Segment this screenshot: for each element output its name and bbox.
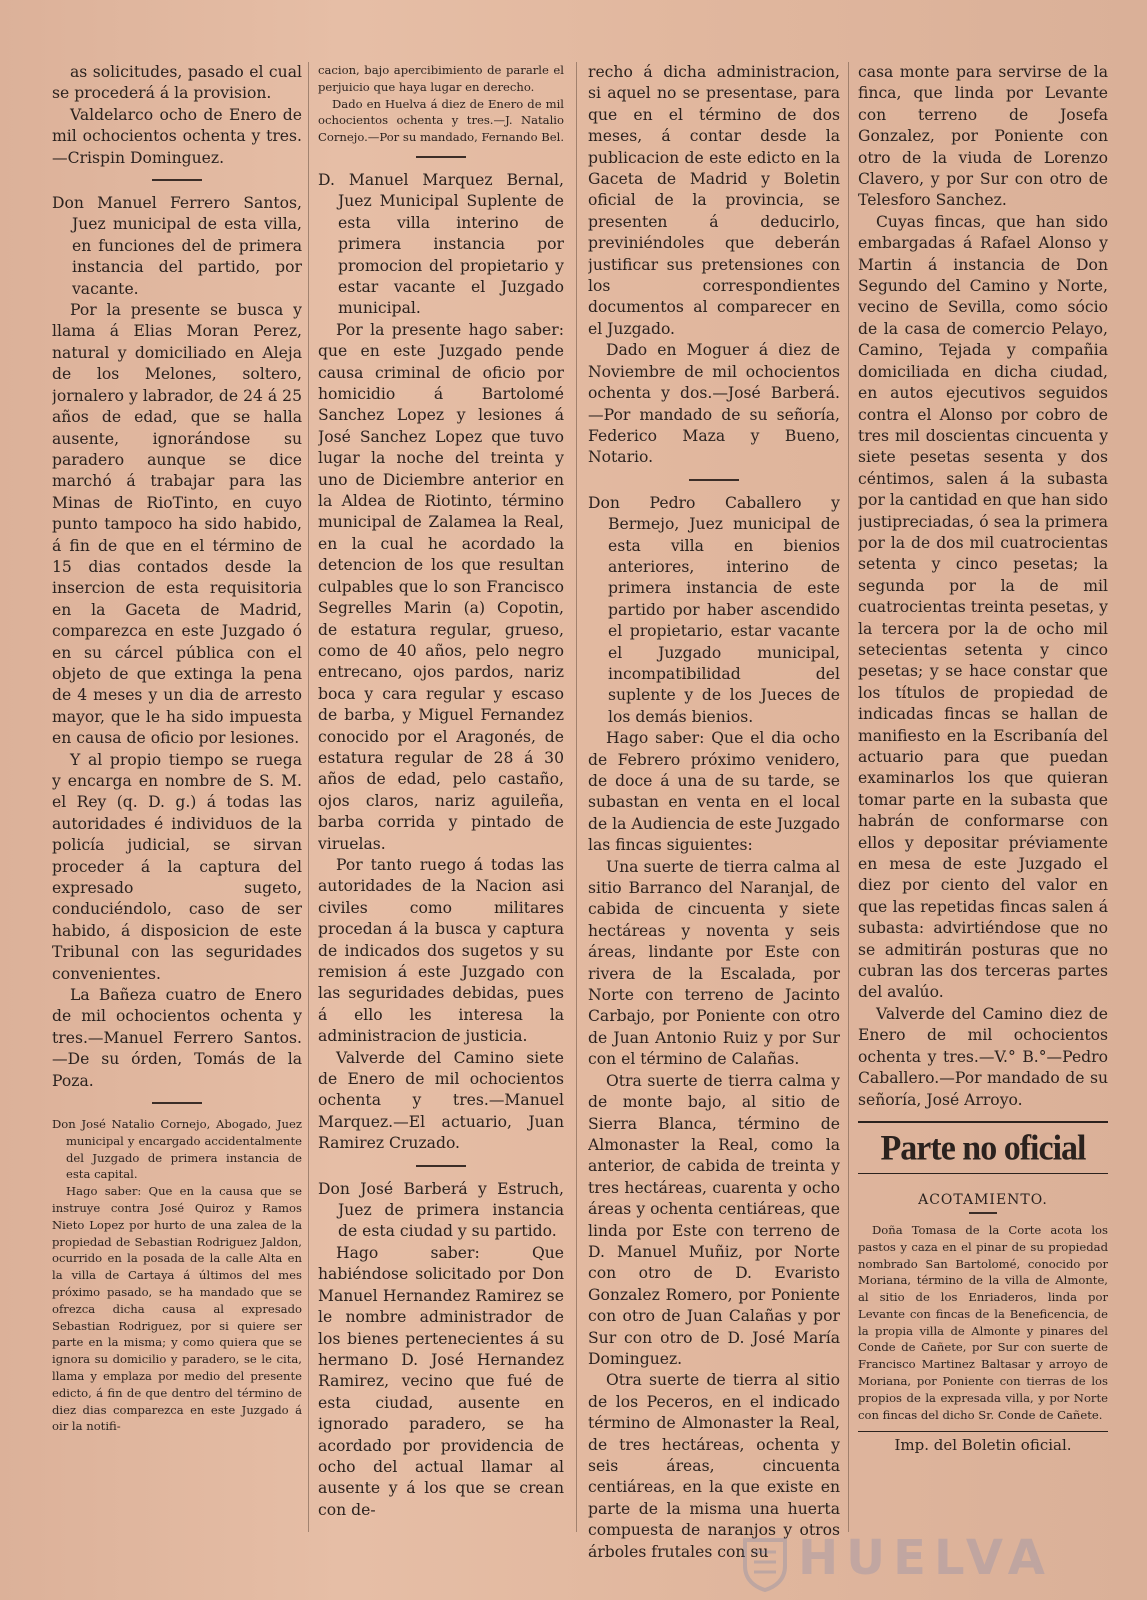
separator bbox=[969, 1212, 997, 1214]
paragraph: cacion, bajo apercibimiento de pararle el perjuicio que haya lugar en derecho. bbox=[318, 63, 564, 94]
watermark-text: HUELVA bbox=[798, 1530, 1053, 1586]
separator bbox=[152, 1102, 202, 1104]
paragraph: Por tanto ruego á todas las autoridades de la Nacion asi civiles como militares procedan á la busca y captura de indicados dos sugetos y su remision á este Juzgado con las seguridades debidas, pues á ello les interesa la administracion de justicia. bbox=[318, 855, 564, 1046]
paragraph: Otra suerte de tierra calma y de monte bajo, al sitio de Sierra Blanca, término de Almonaster la Real, como la anterior, de cabida de treinta y tres hectáreas, cuarenta y ocho áreas y ochenta centiáreas, que linda por Este con terreno de D. Manuel Muñiz, por Norte con otro de D. Evaristo Gonzalez Romero, por Poniente con otro de Juan Calañas y por Sur con otro de D. José María Dominguez. bbox=[588, 1071, 840, 1368]
edict-heading: D. Manuel Marquez Bernal, Juez Municipal Suplente de esta villa interino de primera instancia por promocion del propietario y estar vacante el Juzgado municipal. bbox=[318, 170, 564, 318]
date-signature: Dado en Huelva á diez de Enero de mil ochocientos ochenta y tres.—J. Natalio Cornejo.—Por su mandado, Fernando Bel. bbox=[318, 96, 564, 145]
date-signature: Dado en Moguer á diez de Noviembre de mil ochocientos ochenta y dos.—José Barberá.—Por mandado de su señoría, Federico Maza y Bueno, Notario. bbox=[588, 341, 840, 467]
section-title: Parte no oficial bbox=[880, 1128, 1086, 1168]
section-rule bbox=[858, 1173, 1108, 1174]
column-2 bbox=[318, 62, 564, 1562]
paragraph: Doña Tomasa de la Corte acota los pastos y caza en el pinar de su propiedad nombrado San Bartolomé, conocido por Moriana, término de la villa de Almonte, al sitio de los Enriaderos, linda por Levante con fincas de la Beneficencia, de la propia villa de Almonte y pinares del Conde de Cañete, por Sur con suerte de Francisco Martinez Baltasar y arroyo de Moriana, por Poniente con tierras de los propios de la expresada villa, y por Norte con fincas del dicho Sr. Conde de Cañete. bbox=[858, 1222, 1108, 1422]
separator bbox=[416, 1165, 466, 1167]
paragraph: Otra suerte de tierra al sitio de los Peceros, en el indicado término de Almonaster la Real, de tres hectáreas, ochenta y seis áreas, cincuenta centiáreas, en la que existe en parte de la misma una huerta compuesta de naranjos y otros árboles frutales con su bbox=[588, 1371, 840, 1561]
separator bbox=[152, 179, 202, 181]
column-rule bbox=[848, 62, 849, 1532]
paragraph: Por la presente se busca y llama á Elias Moran Perez, natural y domiciliado en Aleja de los Melones, soltero, jornalero y labrador, de 24 á 25 años de edad, que se halla ausente, ignorándose su paradero aunque se dice marchó á trabajar para las Minas de RioTinto, en cuyo punto tampoco ha sido habido, á fin de que en el término de 15 dias contados desde la insercion de esta requisitoria en la Gaceta de Madrid, comparezca en este Juzgado ó en su cárcel pública con el objeto de que extinga la pena de 4 meses y un dia de arresto mayor, que le ha sido impuesta en causa de oficio por lesiones. bbox=[52, 301, 302, 748]
column-1 bbox=[52, 62, 302, 1562]
paragraph: Por la presente hago saber: que en este Juzgado pende causa criminal de oficio por homicidio á Bartolomé Sanchez Lopez y lesiones á José Sanchez Lopez que tuvo lugar la noche del treinta y uno de Diciembre anterior en la Aldea de Riotinto, término municipal de Zalamea la Real, en la cual he acordado la detencion de los que resultan culpables que lo son Francisco Segrelles Marin (a) Copotin, de estatura regular, grueso, como de 40 años, pelo negro entrecano, ojos pardos, nariz boca y cara regular y escaso de barba, y Miguel Fernandez conocido por el Aragonés, de estatura regular de 28 á 30 años de edad, pelo castaño, ojos claros, nariz aguileña, barba corrida y pintado de viruelas. bbox=[318, 320, 564, 853]
shield-icon bbox=[740, 1536, 790, 1592]
column-rule bbox=[576, 62, 577, 1532]
paragraph: Una suerte de tierra calma al sitio Barranco del Naranjal, de cabida de cincuenta y siete hectáreas y noventa y seis áreas, lindante por Este con rivera de la Escalada, por Norte con terreno de Jacinto Carbajo, por Poniente con otro de Juan Antonio Ruiz y por Sur con el término de Calañas. bbox=[588, 857, 840, 1069]
edict-heading: Don José Natalio Cornejo, Abogado, Juez municipal y encargado accidentalmente del Juzgado de primera instancia de esta capital. bbox=[52, 1117, 302, 1182]
edict-heading: Don Manuel Ferrero Santos, Juez municipal de esta villa, en funciones del de primera instancia del partido, por vacante. bbox=[52, 194, 302, 298]
paragraph: Hago saber: Que el dia ocho de Febrero próximo venidero, de doce á una de su tarde, se subastan en venta en el local de la Audiencia de este Juzgado las fincas siguientes: bbox=[588, 729, 840, 855]
paragraph: recho á dicha administracion, si aquel no se presentase, para que en el término de dos meses, á contar desde la publicacion de este edicto en la Gaceta de Madrid y Boletin oficial de la provincia, se presenten á deducirlo, previniéndoles que deberán justificar sus pretensiones con los correspondientes documentos al comparecer en el Juzgado. bbox=[588, 63, 840, 338]
separator bbox=[416, 156, 466, 158]
paragraph: Hago saber: Que en la causa que se instruye contra José Quiroz y Ramos Nieto Lopez por hurto de una zalea de la propiedad de Sebastian Rodriguez Jaldon, ocurrido en la posada de la calle Alta en la villa de Cartaya á últimos del mes próximo pasado, se ha mandado que se ofrezca dicha causa al expresado Sebastian Rodriguez, por si quiere ser parte en la misma; y como quiera que se ignora su domicilio y paradero, se le cita, llama y emplaza por medio del presente edicto, á fin de que dentro del término de diez dias comparezca en este Juzgado á oir la notifi- bbox=[52, 1184, 302, 1434]
separator bbox=[689, 479, 739, 481]
edict-heading: Don Pedro Caballero y Bermejo, Juez municipal de esta villa en bienios anteriores, interino de primera instancia de este partido por haber ascendido el propietario, estar vacante el Juzgado municipal, incompatibilidad del suplente y de los Jueces de los demás bienios. bbox=[588, 493, 840, 726]
paragraph: casa monte para servirse de la finca, que linda por Levante con terreno de Josefa Gonzalez, por Poniente con otro de la viuda de Lorenzo Clavero, y por Sur con otro de Telesforo Sanchez. bbox=[858, 63, 1108, 210]
paragraph: Hago saber: Que habiéndose solicitado por Don Manuel Hernandez Ramirez se le nombre administrador de los bienes pertenecientes á su hermano D. José Hernandez Ramirez, vecino que fué de esta ciudad, ausente en ignorado paradero, se ha acordado por providencia de ocho del actual llamar al ausente y á los que se crean con de- bbox=[318, 1243, 564, 1519]
section-rule bbox=[858, 1121, 1108, 1123]
date-signature: Valverde del Camino diez de Enero de mil ochocientos ochenta y tres.—V.° B.°—Pedro Caballero.—Por mandado de su señoría, José Arroyo. bbox=[858, 1004, 1108, 1109]
paragraph: Cuyas fincas, que han sido embargadas á Rafael Alonso y Martin á instancia de Don Segundo del Camino y Norte, vecino de Sevilla, como sócio de la casa de comercio Pelayo, Camino, Tejada y compañia domiciliada en dicha ciudad, en autos ejecutivos seguidos contra el Alonso por cobro de tres mil doscientas cincuenta y siete pesetas sesenta y dos céntimos, salen á la subasta por la cantidad en que han sido justipreciadas, ó sea la primera por la de dos mil cuatrocientas setenta y cinco pesetas; la segunda por la de mil cuatrocientas treinta pesetas, y la tercera por la de ocho mil setecientas setenta y cinco pesetas; y se hace constar que los títulos de propiedad de indicadas fincas se hallan de manifiesto en la Escribanía del actuario para que puedan examinarlos los que quieran tomar parte en la subasta que habrán de conformarse con ellos y depositar préviamente en mesa de este Juzgado el diez por ciento del valor en que las repetidas fincas salen á subasta: advirtiéndose que no se admitirán posturas que no cubran las dos terceras partes del avalúo. bbox=[858, 212, 1108, 1002]
date-signature: Valdelarco ocho de Enero de mil ochocientos ochenta y tres.—Crispin Dominguez. bbox=[52, 105, 302, 167]
paragraph: as solicitudes, pasado el cual se procederá á la provision. bbox=[52, 63, 302, 103]
column-4 bbox=[858, 62, 1108, 1562]
subheading: ACOTAMIENTO. bbox=[918, 1191, 1048, 1208]
printer-imprint: Imp. del Boletin oficial. bbox=[894, 1436, 1072, 1455]
date-signature: La Bañeza cuatro de Enero de mil ochocientos ochenta y tres.—Manuel Ferrero Santos.—De su órden, Tomás de la Poza. bbox=[52, 986, 302, 1090]
paragraph: Y al propio tiempo se ruega y encarga en nombre de S. M. el Rey (q. D. g.) á todas las autoridades é individuos de la policía judicial, se sirvan proceder á la captura del expresado sugeto, conduciéndolo, caso de ser habido, á disposicion de este Tribunal con las seguridades convenientes. bbox=[52, 750, 302, 983]
date-signature: Valverde del Camino siete de Enero de mil ochocientos ochenta y tres.—Manuel Marquez.—El actuario, Juan Ramirez Cruzado. bbox=[318, 1048, 564, 1153]
column-3 bbox=[588, 62, 840, 1562]
column-rule bbox=[308, 62, 309, 1532]
edict-heading: Don José Barberá y Estruch, Juez de primera instancia de esta ciudad y su partido. bbox=[318, 1179, 564, 1241]
section-rule bbox=[858, 1431, 1108, 1432]
